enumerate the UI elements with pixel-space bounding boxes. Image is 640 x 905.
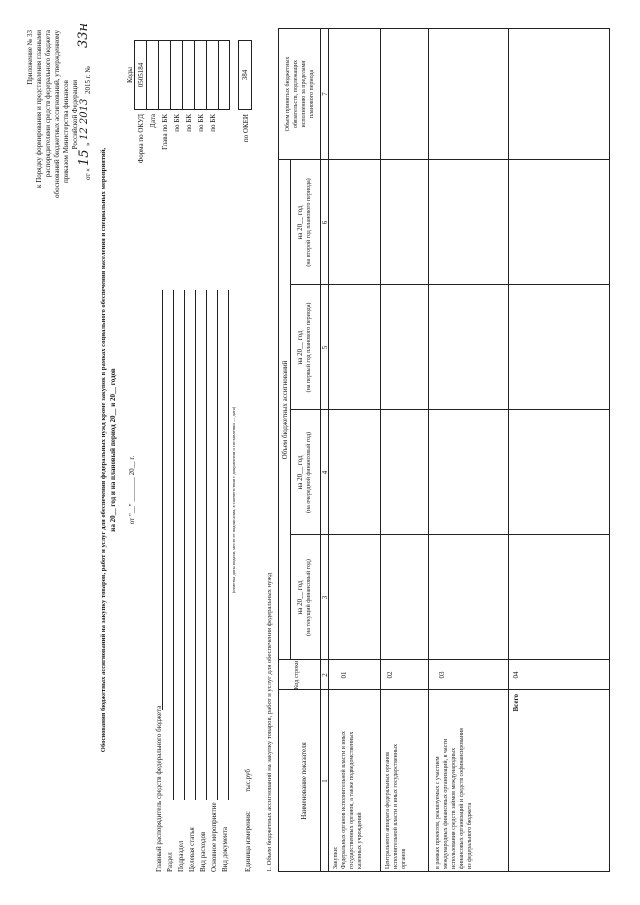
col7-header-a: Объем принятых бюджетных <box>285 56 291 132</box>
bk3-code-label: по БК <box>197 114 205 132</box>
order-number: 33н <box>76 22 91 48</box>
col-code-header: Код строки <box>294 660 300 690</box>
col5-header-a: на 20__ год <box>296 330 304 365</box>
col3-header-b: (на текущий финансовый год) <box>306 559 312 636</box>
col4-header-b: (на очередной финансовый год) <box>306 431 312 514</box>
appendix-line-6: Российской Федерации <box>71 80 79 150</box>
unit-value: тыс.руб <box>244 769 252 792</box>
form-title: Обоснования бюджетных ассигнований на закупку товаров, работ и услуг для обеспечения федеральных нужд кроме закупок в рамках социального обеспечения населения и специальных мероприятий, <box>100 147 107 753</box>
date-year: 2015 г. № <box>84 65 92 94</box>
field-label-0: Главный распорядитель средств федерального бюджета <box>155 705 163 872</box>
bk4-code-label: по БК <box>209 114 217 132</box>
group-header: Объем бюджетных ассигнований <box>281 360 289 460</box>
col-num-5: 5 <box>321 345 329 350</box>
appendix-line-5: приказом Министерства финансов <box>62 80 70 183</box>
row-code: 02 <box>386 671 394 679</box>
glava-code-label: Глава по БК <box>161 114 169 150</box>
field-label-2: Подраздел <box>177 840 185 872</box>
okei-code: 384 <box>241 69 249 81</box>
col-num-4: 4 <box>321 470 329 475</box>
col7-header-d: планового периода <box>309 69 315 119</box>
appendix-date-line <box>78 20 96 180</box>
field-label-6: Вид документа <box>221 826 229 872</box>
rotated-form-page: Приложение № 33 к Порядку формирования и представления главными распорядителями средств федерального бюджета обоснований бюджетных ассигнований, утвержденному приказом Министерства финансов Российской Федерации от « 15 » 12 2013 2015 г. № 33н Обоснования бюджетных ассигнований на закупку товаров, работ и услуг для обеспечения федеральных нужд кроме закупок в рамках социального обеспечения населения и специальных мероприятий, на 20__ год и на плановый период 20__ и 20__ годов от "__" _______ 20__ г. Коды 0505184 Форма по ОКУД Дата Глава по БК по БК по БК по БК по БК Главный распорядитель средств федерального бюджета Раздел Подраздел Целевая статья Вид расходов Основное мероприятие Вид документа (отметка даты подачи, место ее подписания, в соответствии с документом о составлении — дата) Единица измерения: тыс.руб по ОКЕИ 384 1. Объем бюджетных ассигнований на закупку товаров, работ и услуг для обеспечения федеральных нужд Наименование показателя Код строки Объем бюджетных ассигнований на 20__ год (на текущий финансовый год) на 20__ год (на очередной финансовый год) на 20__ год (на первый год планового периода) на 20__ год (на второй год планового периода) Объем принятых бюджетных обязательств, подлежащих исполнению за пределами планового периода 1 2 3 4 5 6 7 Закупки: Федеральных органов исполнительной власти и иных государственных органов, а также подведомственных казенных учреждений 01 Центрального аппарата федеральных органов исполнительной власти и иных государственных органов 02 в рамках проектов, реализуемых с участием международных финансовых организаций, в части использования средств займов международных финансовых организаций и средств софинансирования из федерального бюджета 03 Всего 04 <box>20 20 620 880</box>
submission-date: от "__" _______ 20__ г. <box>128 455 136 525</box>
total-label: Всего <box>512 694 520 712</box>
col-num-6: 6 <box>321 220 329 225</box>
bk2-code-label: по БК <box>185 114 193 132</box>
date-day: 15 <box>77 149 92 166</box>
field-label-3: Целевая статья <box>188 827 196 872</box>
field-caption: (отметка даты подачи, место ее подписания, в соответствии с документом о составлении — дата) <box>231 406 236 594</box>
row-code: 03 <box>438 671 446 679</box>
appendix-line-4: обоснований бюджетных ассигнований, утвержденному <box>53 30 61 198</box>
col-num-7: 7 <box>321 92 329 96</box>
col-num-3: 3 <box>321 595 329 600</box>
form-subtitle: на 20__ год и на плановый период 20__ и 20__ годов <box>109 368 117 532</box>
okei-label: по ОКЕИ <box>242 114 250 143</box>
appendix-line-2: к Порядку формирования и представления главными <box>35 30 43 188</box>
col-num-2: 2 <box>321 673 329 677</box>
unit-label: Единица измерения: <box>244 811 252 872</box>
date-mid: » <box>84 142 92 146</box>
field-label-5: Основное мероприятие <box>210 802 218 872</box>
col-name-header: Наименование показателя <box>300 742 308 820</box>
col6-header-a: на 20__ год <box>296 205 304 240</box>
date-code-label: Дата <box>149 114 157 128</box>
appendix-line-1: Приложение № 33 <box>26 30 34 85</box>
row-code: 01 <box>340 671 348 679</box>
codes-header: Коды <box>126 67 134 83</box>
col4-header-a: на 20__ год <box>296 455 304 490</box>
field-label-1: Раздел <box>166 852 174 872</box>
form-code-label: Форма по ОКУД <box>137 114 145 164</box>
col6-header-b: (на второй год планового периода) <box>306 178 312 267</box>
col3-header-a: на 20__ год <box>296 580 304 615</box>
total-code: 04 <box>512 671 520 679</box>
form-code: 0505184 <box>137 62 145 88</box>
date-month: 12 2013 <box>79 98 90 140</box>
col5-header-b: (на первый год планового периода) <box>306 302 312 393</box>
col7-header-b: обязательств, подлежащих <box>293 59 299 129</box>
section-title: 1. Объем бюджетных ассигнований на закупку товаров, работ и услуг для обеспечения федеральных нужд <box>266 572 273 872</box>
date-prefix: от « <box>84 168 92 180</box>
field-label-4: Вид расходов <box>199 831 207 872</box>
col-num-1: 1 <box>321 779 329 783</box>
appendix-line-3: распорядителями средств федерального бюджета <box>44 30 52 178</box>
col7-header-c: исполнению за пределами <box>301 60 307 128</box>
bk1-code-label: по БК <box>173 114 181 132</box>
